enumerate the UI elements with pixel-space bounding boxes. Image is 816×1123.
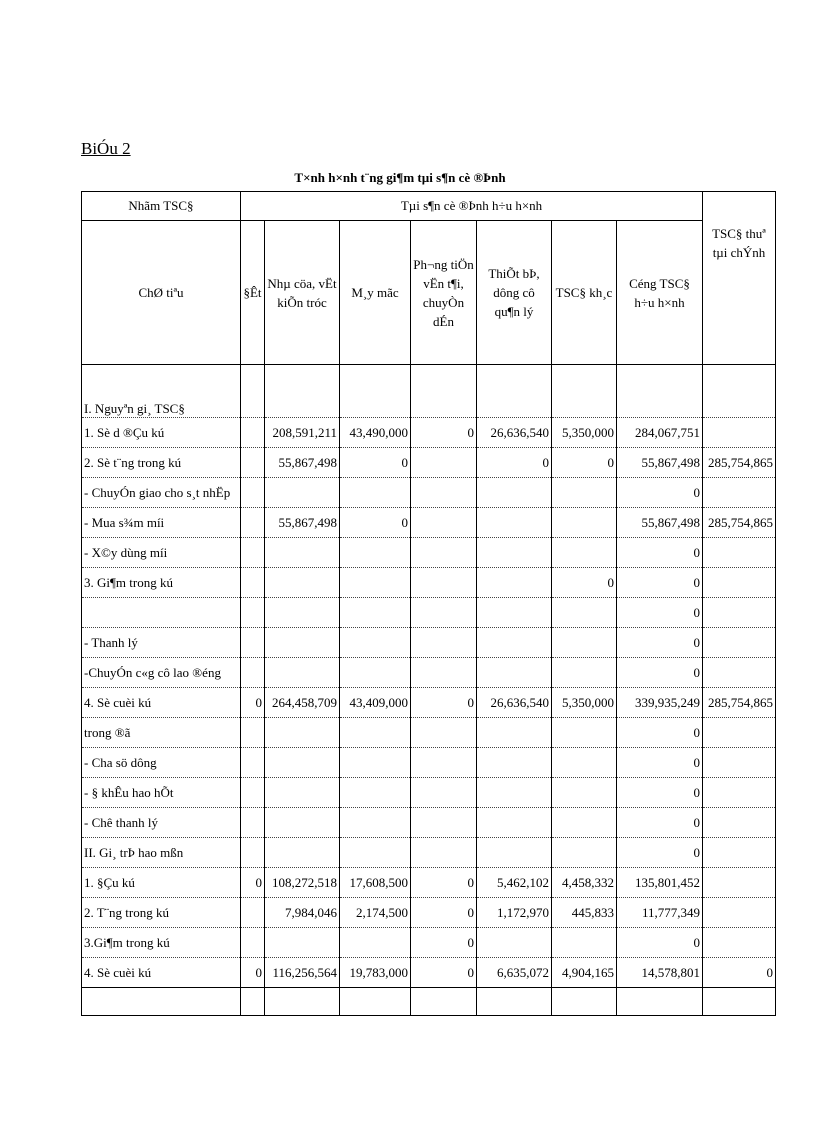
table-cell: 55,867,498 — [617, 508, 703, 538]
table-cell: 339,935,249 — [617, 688, 703, 718]
table-row — [82, 508, 776, 538]
table-cell: 0 — [411, 898, 477, 928]
table-cell — [552, 988, 617, 1016]
table-row — [82, 538, 776, 568]
table-cell — [265, 838, 340, 868]
table-cell: 285,754,865 — [703, 688, 776, 718]
table-cell — [340, 988, 411, 1016]
table-cell — [241, 928, 265, 958]
table-cell — [340, 598, 411, 628]
table-cell — [477, 748, 552, 778]
table-cell — [241, 628, 265, 658]
table-cell — [703, 568, 776, 598]
row-label: 3. Gi¶m trong kú — [82, 568, 241, 598]
row-label: 1. Sè d ®Çu kú — [82, 418, 241, 448]
table-cell: 43,490,000 — [340, 418, 411, 448]
row-label: - ChuyÓn giao cho s¸t nhËp — [82, 478, 241, 508]
header-group-left: Nhãm TSC§ — [82, 192, 241, 221]
table-cell — [552, 838, 617, 868]
table-caption: T×nh h×nh t¨ng gi¶m tµi s¶n cè ®Þnh — [294, 170, 506, 185]
table-cell — [552, 778, 617, 808]
table-row — [82, 568, 776, 598]
table-row — [82, 838, 776, 868]
table-cell: 135,801,452 — [617, 868, 703, 898]
table-row — [82, 988, 776, 1016]
table-cell — [340, 478, 411, 508]
table-cell — [477, 365, 552, 418]
table-cell — [703, 365, 776, 418]
table-row — [82, 598, 776, 628]
table-cell: 0 — [617, 718, 703, 748]
table-cell: 6,635,072 — [477, 958, 552, 988]
table-cell — [411, 658, 477, 688]
table-cell — [265, 748, 340, 778]
asset-table — [81, 191, 776, 1016]
table-cell — [241, 365, 265, 418]
table-cell — [477, 658, 552, 688]
table-row — [82, 718, 776, 748]
table-cell — [411, 448, 477, 478]
table-cell — [241, 718, 265, 748]
header-leased: TSC§ thuª tµi chÝnh — [703, 192, 776, 365]
table-cell — [477, 538, 552, 568]
table-cell: 284,067,751 — [617, 418, 703, 448]
table-cell: 0 — [552, 448, 617, 478]
table-row — [82, 958, 776, 988]
table-cell: 264,458,709 — [265, 688, 340, 718]
table-cell: 0 — [617, 808, 703, 838]
table-cell — [477, 598, 552, 628]
table-cell: 116,256,564 — [265, 958, 340, 988]
table-cell — [265, 568, 340, 598]
table-cell — [477, 478, 552, 508]
row-label: - Mua s¾m míi — [82, 508, 241, 538]
table-row — [82, 658, 776, 688]
table-cell: 26,636,540 — [477, 688, 552, 718]
table-cell — [703, 418, 776, 448]
table-cell — [340, 365, 411, 418]
table-cell — [477, 718, 552, 748]
row-label: - Thanh lý — [82, 628, 241, 658]
table-cell: 0 — [617, 538, 703, 568]
row-label: trong ®ã — [82, 718, 241, 748]
table-cell: 0 — [411, 928, 477, 958]
table-cell: 0 — [617, 628, 703, 658]
row-label — [82, 988, 241, 1016]
table-cell — [241, 568, 265, 598]
table-cell — [703, 778, 776, 808]
header-may-moc: M¸y mãc — [340, 221, 411, 365]
table-cell — [265, 598, 340, 628]
report-label: BiÓu 2 — [81, 139, 131, 158]
table-cell: 0 — [617, 928, 703, 958]
table-cell: 55,867,498 — [265, 448, 340, 478]
table-row — [82, 778, 776, 808]
table-cell: 5,350,000 — [552, 418, 617, 448]
table-cell — [477, 778, 552, 808]
table-cell: 0 — [617, 658, 703, 688]
table-cell — [241, 898, 265, 928]
table-row — [82, 478, 776, 508]
table-cell — [241, 808, 265, 838]
table-cell — [552, 928, 617, 958]
table-cell — [340, 658, 411, 688]
table-cell — [411, 838, 477, 868]
table-cell — [241, 508, 265, 538]
table-cell — [703, 628, 776, 658]
table-cell — [477, 838, 552, 868]
table-cell — [477, 508, 552, 538]
header-thiet-bi: ThiÕt bÞ, dông cô qu¶n lý — [477, 221, 552, 365]
table-cell: 7,984,046 — [265, 898, 340, 928]
table-cell: 4,458,332 — [552, 868, 617, 898]
table-cell — [703, 898, 776, 928]
table-cell — [241, 778, 265, 808]
table-cell — [340, 538, 411, 568]
table-cell: 0 — [340, 448, 411, 478]
table-cell — [477, 988, 552, 1016]
table-cell — [411, 808, 477, 838]
table-cell — [265, 538, 340, 568]
table-cell — [265, 365, 340, 418]
table-cell — [552, 598, 617, 628]
table-cell: 0 — [617, 838, 703, 868]
table-cell: 0 — [617, 598, 703, 628]
table-cell — [411, 718, 477, 748]
table-cell — [552, 718, 617, 748]
table-cell: 0 — [617, 748, 703, 778]
table-cell — [703, 748, 776, 778]
row-label: II. Gi¸ trÞ hao mßn — [82, 838, 241, 868]
row-label: 4. Sè cuèi kú — [82, 958, 241, 988]
table-cell — [241, 448, 265, 478]
table-cell: 0 — [617, 568, 703, 598]
row-label: -ChuyÓn c«g cô lao ®éng — [82, 658, 241, 688]
table-cell: 26,636,540 — [477, 418, 552, 448]
table-row — [82, 365, 776, 418]
table-cell: 285,754,865 — [703, 508, 776, 538]
table-cell — [340, 928, 411, 958]
table-cell — [552, 808, 617, 838]
table-cell — [411, 988, 477, 1016]
table-cell — [703, 598, 776, 628]
row-label: 3.Gi¶m trong kú — [82, 928, 241, 958]
table-cell: 19,783,000 — [340, 958, 411, 988]
table-cell: 5,462,102 — [477, 868, 552, 898]
header-chi-tieu: ChØ tiªu — [82, 221, 241, 365]
header-phuong-tien: Ph¬ng tiÖn vËn t¶i, chuyÒn dÉn — [411, 221, 477, 365]
table-cell: 11,777,349 — [617, 898, 703, 928]
table-cell — [703, 838, 776, 868]
header-dat: §Êt — [241, 221, 265, 365]
table-cell — [340, 748, 411, 778]
row-label: - X©y dùng míi — [82, 538, 241, 568]
table-cell — [703, 928, 776, 958]
table-cell: 0 — [411, 958, 477, 988]
header-cong-tscd: Céng TSC§ h÷u h×nh — [617, 221, 703, 365]
table-cell: 0 — [411, 418, 477, 448]
table-cell: 208,591,211 — [265, 418, 340, 448]
table-cell — [265, 928, 340, 958]
table-row — [82, 448, 776, 478]
table-cell: 0 — [411, 688, 477, 718]
row-label: 4. Sè cuèi kú — [82, 688, 241, 718]
table-cell — [265, 778, 340, 808]
row-label: 2. Sè t¨ng trong kú — [82, 448, 241, 478]
table-row — [82, 748, 776, 778]
table-cell — [552, 658, 617, 688]
table-cell: 0 — [552, 568, 617, 598]
table-cell: 43,409,000 — [340, 688, 411, 718]
table-row — [82, 898, 776, 928]
row-label: I. Nguyªn gi¸ TSC§ — [82, 365, 241, 418]
table-cell — [703, 808, 776, 838]
table-cell — [340, 718, 411, 748]
table-cell — [552, 508, 617, 538]
row-label: 1. §Çu kú — [82, 868, 241, 898]
row-label: - Chê thanh lý — [82, 808, 241, 838]
row-label: 2. T¨ng trong kú — [82, 898, 241, 928]
table-cell — [411, 508, 477, 538]
table-cell: 4,904,165 — [552, 958, 617, 988]
table-cell — [617, 365, 703, 418]
table-cell — [703, 988, 776, 1016]
table-cell — [265, 658, 340, 688]
table-cell — [552, 365, 617, 418]
header-nha-cua: Nhµ cöa, vËt kiÕn tróc — [265, 221, 340, 365]
header-tscd-khac: TSC§ kh¸c — [552, 221, 617, 365]
table-cell: 55,867,498 — [617, 448, 703, 478]
table-cell — [552, 478, 617, 508]
table-cell: 14,578,801 — [617, 958, 703, 988]
table-cell: 0 — [241, 688, 265, 718]
table-cell: 2,174,500 — [340, 898, 411, 928]
row-label: - Cha sö dông — [82, 748, 241, 778]
table-cell — [552, 538, 617, 568]
table-cell — [265, 628, 340, 658]
table-cell — [241, 418, 265, 448]
table-cell — [411, 478, 477, 508]
table-cell: 0 — [241, 958, 265, 988]
table-cell — [703, 538, 776, 568]
table-cell: 0 — [477, 448, 552, 478]
table-cell — [241, 988, 265, 1016]
header-group-mid: Tµi s¶n cè ®Þnh h÷u h×nh — [241, 192, 703, 221]
table-cell — [411, 365, 477, 418]
table-cell: 55,867,498 — [265, 508, 340, 538]
table-cell: 0 — [411, 868, 477, 898]
table-cell — [552, 748, 617, 778]
table-cell — [703, 658, 776, 688]
table-cell — [477, 808, 552, 838]
table-cell — [265, 988, 340, 1016]
table-cell: 0 — [340, 508, 411, 538]
table-cell — [552, 628, 617, 658]
table-cell — [265, 718, 340, 748]
table-cell — [340, 778, 411, 808]
table-cell — [703, 478, 776, 508]
table-row — [82, 808, 776, 838]
table-cell — [411, 568, 477, 598]
row-label: - § khÊu hao hÕt — [82, 778, 241, 808]
table-cell — [411, 628, 477, 658]
table-cell — [340, 838, 411, 868]
table-cell: 108,272,518 — [265, 868, 340, 898]
table-cell: 17,608,500 — [340, 868, 411, 898]
table-row — [82, 688, 776, 718]
table-cell — [265, 808, 340, 838]
table-cell — [477, 628, 552, 658]
table-cell — [411, 538, 477, 568]
table-cell: 0 — [617, 778, 703, 808]
table-cell — [340, 568, 411, 598]
table-cell: 285,754,865 — [703, 448, 776, 478]
table-row — [82, 928, 776, 958]
table-cell — [241, 838, 265, 868]
table-cell — [241, 598, 265, 628]
table-cell — [477, 568, 552, 598]
table-cell — [340, 808, 411, 838]
table-cell — [411, 748, 477, 778]
table-cell — [241, 478, 265, 508]
table-cell: 0 — [241, 868, 265, 898]
table-cell — [703, 868, 776, 898]
table-cell — [241, 538, 265, 568]
table-cell — [411, 598, 477, 628]
table-cell — [703, 718, 776, 748]
row-label — [82, 598, 241, 628]
table-row — [82, 628, 776, 658]
table-cell: 0 — [617, 478, 703, 508]
table-row — [82, 418, 776, 448]
table-cell: 5,350,000 — [552, 688, 617, 718]
table-cell — [265, 478, 340, 508]
table-cell — [411, 778, 477, 808]
table-cell: 0 — [703, 958, 776, 988]
table-cell — [340, 628, 411, 658]
table-cell: 1,172,970 — [477, 898, 552, 928]
table-row — [82, 868, 776, 898]
table-cell — [477, 928, 552, 958]
table-cell — [241, 658, 265, 688]
table-cell — [617, 988, 703, 1016]
table-cell: 445,833 — [552, 898, 617, 928]
table-cell — [241, 748, 265, 778]
